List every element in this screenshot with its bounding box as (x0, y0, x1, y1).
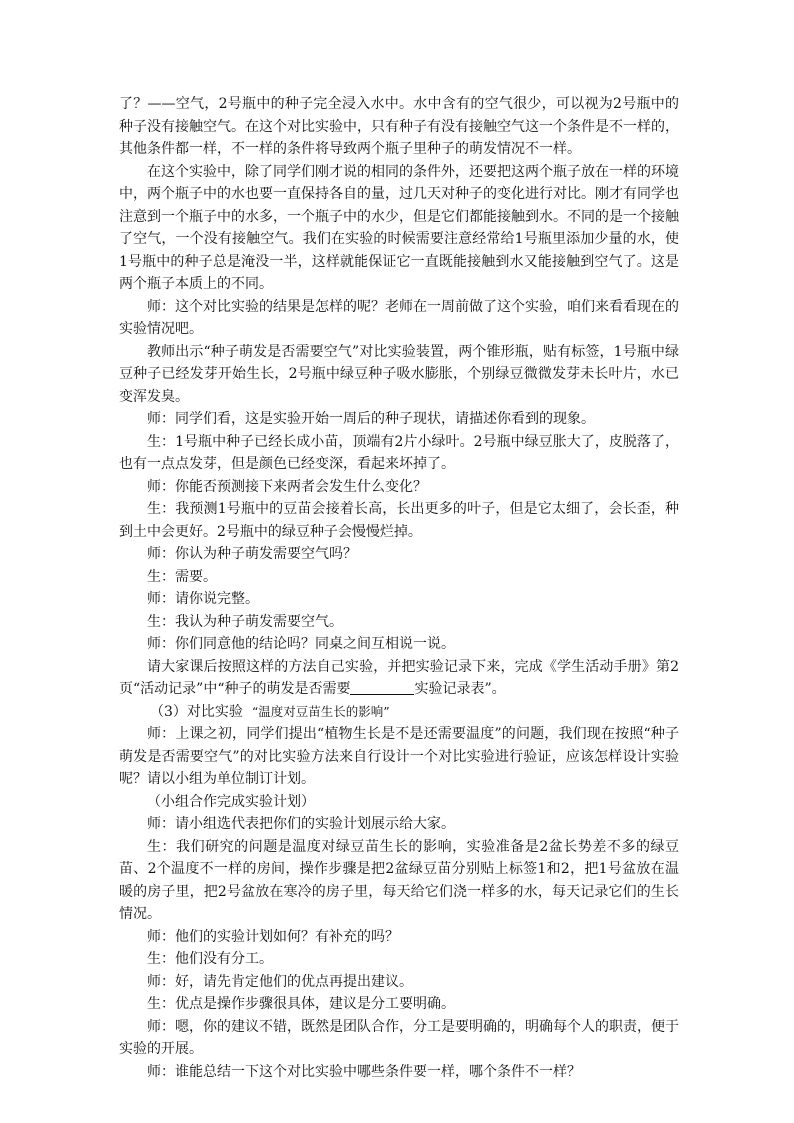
paragraph: 师：你能否预测接下来两者会发生什么变化？ (147, 478, 427, 495)
paragraph: 师：同学们看，这是实验开始一周后的种子现状，请描述你看到的现象。 (147, 411, 595, 427)
paragraph: 师：你们同意他的结论吗？同桌之间互相说一说。 (147, 636, 455, 652)
paragraph: 师：请小组选代表把你们的实验计划展示给大家。 (147, 816, 455, 832)
paragraph: 师：这个对比实验的结果是怎样的呢？老师在一周前做了这个实验，咱们来看看现在的实验情况吧。 (119, 298, 679, 337)
fill-in-blank (350, 680, 414, 695)
paragraph: 师：嗯，你的建议不错，既然是团队合作，分工是要明确的，明确每个人的职责，便于实验的开展。 (119, 1018, 679, 1057)
paragraph: 师：谁能总结一下这个对比实验中哪些条件要一样，哪个条件不一样？ (147, 1063, 581, 1080)
paragraph: 了？——空气，2号瓶中的种子完全浸入水中。水中含有的空气很少，可以视为2号瓶中的种子没有接触空气。在这个对比实验中，只有种子有没有接触空气这一个条件是不一样的，其他条件都一样，不一样的条件将导致两个瓶子里种子的萌发情况不一样。 (119, 96, 679, 157)
section-heading (119, 701, 679, 724)
assignment-text-after: 实验记录表”。 (414, 681, 506, 697)
assignment-paragraph (119, 656, 679, 701)
assignment-text-before: 请大家课后按照这样的方法自己实验，并把实验记录下来，完成《学生活动手册》第2页“活动记录”中“种子的萌发是否需要 (119, 658, 679, 697)
paragraph: 师：好，请先肯定他们的优点再提出建议。 (147, 973, 413, 990)
paragraph: 师：请你说完整。 (147, 591, 259, 607)
paragraph: 师：他们的实验计划如何？有补充的吗？ (147, 928, 399, 945)
paragraph: 生：我认为种子萌发需要空气。 (147, 613, 343, 630)
section-number: （3）对比实验 (150, 703, 243, 720)
paragraph: 师：上课之初，同学们提出“植物生长是不是还需要温度”的问题，我们现在按照“种子萌发是否需要空气”的对比实验方法来自行设计一个对比实验进行验证，应该怎样设计实验呢？请以小组为单位制订计划。 (119, 726, 679, 787)
paragraph: 生：我们研究的问题是温度对绿豆苗生长的影响，实验准备是2盆长势差不多的绿豆苗、2个温度不一样的房间，操作步骤是把2盆绿豆苗分别贴上标签1和2，把1号盆放在温暖的房子里，把2号盆放在寒冷的房子里，每天给它们浇一样多的水，每天记录它们的生长情况。 (119, 838, 679, 922)
paragraph: 生：1号瓶中种子已经长成小苗，顶端有2片小绿叶。2号瓶中绿豆胀大了，皮脱落了，也有一点点发芽，但是颜色已经变深，看起来坏掉了。 (119, 433, 679, 472)
paragraph: 生：需要。 (147, 568, 217, 585)
paragraph: 在这个实验中，除了同学们刚才说的相同的条件外，还要把这两个瓶子放在一样的环境中，两个瓶子中的水也要一直保持各自的量，过几天对种子的变化进行对比。刚才有同学也注意到一个瓶子中的水多，一个瓶子中的水少，但是它们都能接触到水。不同的是一个接触了空气，一个没有接触空气。我们在实验的时候需要注意经常给1号瓶里添加少量的水，使1号瓶中的种子总是淹没一半，这样就能保证它一直既能接触到水又能接触到空气了。这是两个瓶子本质上的不同。 (119, 163, 679, 292)
document-page (119, 93, 679, 1083)
paragraph: 师：你认为种子萌发需要空气吗？ (147, 546, 357, 562)
paragraph: 生：优点是操作步骤很具体，建议是分工要明确。 (147, 996, 455, 1012)
section-title: “温度对豆苗生长的影响” (251, 703, 390, 719)
paragraph: （小组合作完成实验计划） (147, 793, 315, 810)
paragraph: 生：他们没有分工。 (147, 951, 273, 967)
paragraph: 生：我预测1号瓶中的豆苗会接着长高，长出更多的叶子，但是它太细了，会长歪，种到土中会更好。2号瓶中的绿豆种子会慢慢烂掉。 (119, 501, 679, 540)
paragraph: 教师出示“种子萌发是否需要空气”对比实验装置，两个锥形瓶，贴有标签，1号瓶中绿豆种子已经发芽开始生长，2号瓶中绿豆种子吸水膨胀，个别绿豆微微发芽未长叶片，水已变浑发臭。 (119, 343, 679, 405)
